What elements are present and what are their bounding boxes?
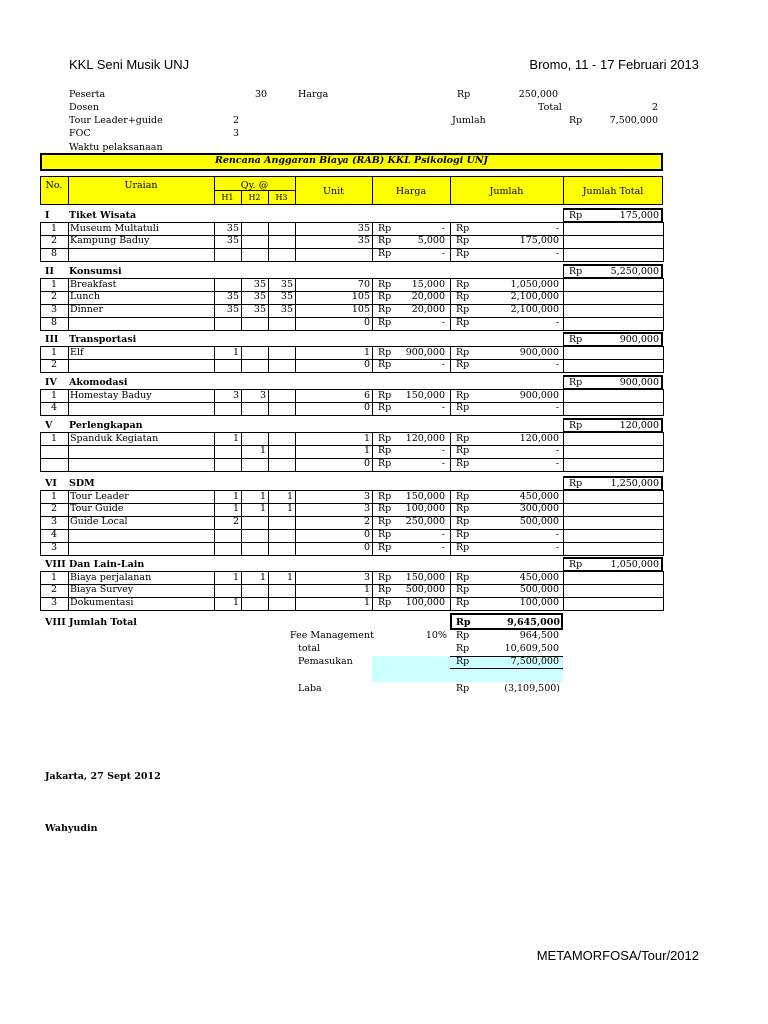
row-jumlah-currency: Rp bbox=[456, 458, 470, 470]
row-h2: 1 bbox=[259, 571, 266, 583]
col-h2: H2 bbox=[248, 193, 261, 202]
total-sum-value: 10,609,500 bbox=[504, 643, 559, 654]
row-h2: 35 bbox=[253, 291, 266, 303]
row-h1: 1 bbox=[232, 490, 239, 502]
place-date: Jakarta, 27 Sept 2012 bbox=[45, 771, 161, 782]
row-harga-currency: Rp bbox=[378, 432, 392, 444]
row-unit: 1 bbox=[363, 445, 370, 457]
row-jumlah: 500,000 bbox=[519, 516, 559, 528]
row-unit: 105 bbox=[351, 291, 370, 303]
peserta-value: 30 bbox=[255, 89, 268, 100]
row-harga: 500,000 bbox=[405, 584, 445, 596]
row-no: 1 bbox=[50, 389, 58, 401]
row-jumlah: - bbox=[555, 248, 559, 260]
row-uraian: Dinner bbox=[70, 304, 104, 316]
row-jumlah-currency: Rp bbox=[456, 597, 470, 609]
rab-banner-title: Rencana Anggaran Biaya (RAB) KKL Psikologi UNJ bbox=[214, 155, 489, 166]
row-unit: 1 bbox=[363, 346, 370, 358]
row-unit: 3 bbox=[363, 571, 370, 583]
row-harga-currency: Rp bbox=[378, 235, 392, 247]
section-total-value: 1,050,000 bbox=[610, 559, 659, 570]
row-jumlah-currency: Rp bbox=[456, 317, 470, 329]
row-uraian: Guide Local bbox=[70, 516, 128, 528]
row-jumlah: - bbox=[555, 222, 559, 234]
row-uraian: Museum Multatuli bbox=[70, 222, 159, 234]
col-divider bbox=[68, 346, 69, 372]
row-no: 4 bbox=[50, 529, 58, 541]
row-h3: 35 bbox=[280, 291, 293, 303]
col-divider bbox=[68, 389, 69, 415]
row-harga: - bbox=[441, 458, 445, 470]
row-jumlah: - bbox=[555, 542, 559, 554]
harga-label: Harga bbox=[298, 89, 329, 100]
section-title: Dan Lain-Lain bbox=[69, 559, 145, 570]
row-uraian: Elf bbox=[70, 346, 84, 358]
row-unit: 3 bbox=[363, 503, 370, 515]
row-harga: - bbox=[441, 222, 445, 234]
col-divider bbox=[563, 346, 564, 372]
row-jumlah: 1,050,000 bbox=[510, 278, 559, 290]
row-harga: 120,000 bbox=[405, 432, 445, 444]
row-no: 2 bbox=[50, 584, 58, 596]
row-jumlah: - bbox=[555, 402, 559, 414]
signer-name: Wahyudin bbox=[45, 823, 98, 834]
col-divider bbox=[563, 389, 564, 415]
row-unit: 35 bbox=[357, 222, 370, 234]
row-jumlah-currency: Rp bbox=[456, 503, 470, 515]
row-harga: 150,000 bbox=[405, 490, 445, 502]
col-divider bbox=[68, 222, 69, 261]
col-divider bbox=[268, 346, 269, 372]
total-value: 2 bbox=[651, 102, 658, 113]
row-jumlah-currency: Rp bbox=[456, 248, 470, 260]
row-h1: 1 bbox=[232, 571, 239, 583]
row-unit: 105 bbox=[351, 304, 370, 316]
fee-label: Fee Management bbox=[290, 630, 374, 641]
jumlah-value: 7,500,000 bbox=[609, 115, 658, 126]
row-unit: 0 bbox=[363, 529, 370, 541]
pemasukan-currency: Rp bbox=[456, 656, 470, 667]
col-divider bbox=[563, 222, 564, 261]
section-number: III bbox=[45, 334, 59, 345]
fee-percent: 10% bbox=[425, 630, 447, 641]
row-h2: 1 bbox=[259, 503, 266, 515]
row-harga-currency: Rp bbox=[378, 529, 392, 541]
total-sum-currency: Rp bbox=[456, 643, 470, 654]
col-divider bbox=[563, 432, 564, 471]
row-jumlah: - bbox=[555, 445, 559, 457]
row-harga-currency: Rp bbox=[378, 516, 392, 528]
section-title: Tiket Wisata bbox=[69, 210, 137, 221]
row-harga-currency: Rp bbox=[378, 458, 392, 470]
row-harga: 20,000 bbox=[411, 304, 445, 316]
row-no: 2 bbox=[50, 359, 58, 371]
row-harga-currency: Rp bbox=[378, 389, 392, 401]
row-h1: 35 bbox=[226, 304, 239, 316]
row-uraian: Breakfast bbox=[70, 278, 117, 290]
row-jumlah-currency: Rp bbox=[456, 445, 470, 457]
jumlah-total-label: Jumlah Total bbox=[69, 617, 137, 628]
row-h2: 35 bbox=[253, 278, 266, 290]
row-harga: 20,000 bbox=[411, 291, 445, 303]
pemasukan-label: Pemasukan bbox=[298, 656, 353, 667]
col-harga: Harga bbox=[395, 186, 427, 197]
row-jumlah: - bbox=[555, 458, 559, 470]
row-harga-currency: Rp bbox=[378, 222, 392, 234]
row-jumlah: 900,000 bbox=[519, 346, 559, 358]
row-harga: - bbox=[441, 359, 445, 371]
row-uraian: Kampung Baduy bbox=[70, 235, 150, 247]
location-date: Bromo, 11 - 17 Februari 2013 bbox=[529, 57, 699, 72]
row-h1: 35 bbox=[226, 291, 239, 303]
row-harga: 100,000 bbox=[405, 597, 445, 609]
row-harga-currency: Rp bbox=[378, 248, 392, 260]
row-jumlah-currency: Rp bbox=[456, 359, 470, 371]
row-unit: 0 bbox=[363, 317, 370, 329]
row-harga-currency: Rp bbox=[378, 291, 392, 303]
row-jumlah: 900,000 bbox=[519, 389, 559, 401]
row-harga-currency: Rp bbox=[378, 445, 392, 457]
row-h1: 35 bbox=[226, 222, 239, 234]
row-h3: 1 bbox=[286, 503, 293, 515]
row-no: 3 bbox=[50, 516, 58, 528]
section-total-currency: Rp bbox=[569, 559, 583, 570]
col-unit: Unit bbox=[323, 186, 344, 197]
row-jumlah: - bbox=[555, 317, 559, 329]
section-total-value: 5,250,000 bbox=[610, 266, 659, 277]
row-unit: 1 bbox=[363, 432, 370, 444]
col-divider bbox=[68, 278, 69, 330]
col-jumlah: Jumlah bbox=[489, 186, 524, 197]
col-divider bbox=[268, 432, 269, 471]
jumlah-total-num: VIII bbox=[45, 617, 66, 628]
row-unit: 0 bbox=[363, 542, 370, 554]
row-uraian: Homestay Baduy bbox=[70, 389, 152, 401]
row-jumlah-currency: Rp bbox=[456, 490, 470, 502]
row-uraian: Tour Leader bbox=[70, 490, 129, 502]
jumlah-label: Jumlah bbox=[452, 115, 486, 126]
section-title: Perlengkapan bbox=[69, 420, 143, 431]
row-jumlah-currency: Rp bbox=[456, 571, 470, 583]
row-uraian: Spanduk Kegiatan bbox=[70, 432, 159, 444]
harga-value: 250,000 bbox=[518, 89, 558, 100]
section-number: II bbox=[45, 266, 54, 277]
row-harga: 5,000 bbox=[417, 235, 445, 247]
row-no: 3 bbox=[50, 597, 58, 609]
col-divider bbox=[68, 432, 69, 471]
jumlah-currency: Rp bbox=[569, 115, 583, 126]
row-harga-currency: Rp bbox=[378, 571, 392, 583]
section-title: Akomodasi bbox=[69, 377, 128, 388]
section-total-currency: Rp bbox=[569, 377, 583, 388]
row-harga: 900,000 bbox=[405, 346, 445, 358]
section-number: IV bbox=[45, 377, 57, 388]
section-total-value: 900,000 bbox=[619, 377, 659, 388]
foc-value: 3 bbox=[233, 128, 240, 139]
row-jumlah-currency: Rp bbox=[456, 516, 470, 528]
row-no: 1 bbox=[50, 222, 58, 234]
section-number: VI bbox=[45, 478, 57, 489]
total-sum-label: total bbox=[298, 643, 321, 654]
row-unit: 0 bbox=[363, 458, 370, 470]
row-unit: 0 bbox=[363, 402, 370, 414]
pemasukan-value: 7,500,000 bbox=[510, 656, 559, 667]
row-no: 2 bbox=[50, 235, 58, 247]
row-jumlah-currency: Rp bbox=[456, 304, 470, 316]
row-jumlah: 2,100,000 bbox=[510, 304, 559, 316]
col-h3: H3 bbox=[275, 193, 288, 202]
row-jumlah: 450,000 bbox=[519, 490, 559, 502]
row-no: 8 bbox=[50, 317, 58, 329]
row-jumlah: - bbox=[555, 359, 559, 371]
row-unit: 6 bbox=[363, 389, 370, 401]
row-jumlah-currency: Rp bbox=[456, 584, 470, 596]
row-unit: 1 bbox=[363, 597, 370, 609]
harga-currency: Rp bbox=[457, 89, 471, 100]
laba-label: Laba bbox=[298, 683, 322, 694]
row-jumlah: 2,100,000 bbox=[510, 291, 559, 303]
rab-banner bbox=[40, 153, 663, 171]
section-total-value: 175,000 bbox=[619, 210, 659, 221]
row-no: 1 bbox=[50, 490, 58, 502]
col-divider bbox=[563, 490, 564, 555]
jumlah-total-value: 9,645,000 bbox=[507, 617, 560, 628]
total-label: Total bbox=[538, 102, 562, 113]
row-jumlah: 450,000 bbox=[519, 571, 559, 583]
section-total-currency: Rp bbox=[569, 334, 583, 345]
row-uraian: Lunch bbox=[70, 291, 100, 303]
row-no: 1 bbox=[50, 346, 58, 358]
row-no: 1 bbox=[50, 571, 58, 583]
row-jumlah-currency: Rp bbox=[456, 529, 470, 541]
row-harga: - bbox=[441, 445, 445, 457]
section-number: I bbox=[45, 210, 50, 221]
section-total-currency: Rp bbox=[569, 210, 583, 221]
fee-currency: Rp bbox=[456, 630, 470, 641]
row-harga: - bbox=[441, 542, 445, 554]
row-harga-currency: Rp bbox=[378, 597, 392, 609]
dosen-label: Dosen bbox=[69, 102, 99, 113]
jumlah-total-currency: Rp bbox=[456, 617, 471, 628]
row-unit: 3 bbox=[363, 490, 370, 502]
row-harga-currency: Rp bbox=[378, 304, 392, 316]
row-harga-currency: Rp bbox=[378, 359, 392, 371]
row-h1: 1 bbox=[232, 597, 239, 609]
row-no: 3 bbox=[50, 304, 58, 316]
row-jumlah-currency: Rp bbox=[456, 402, 470, 414]
row-uraian: Dokumentasi bbox=[70, 597, 134, 609]
row-uraian: Tour Guide bbox=[70, 503, 124, 515]
row-jumlah-currency: Rp bbox=[456, 235, 470, 247]
col-divider bbox=[268, 389, 269, 415]
col-divider bbox=[241, 222, 242, 261]
row-jumlah-currency: Rp bbox=[456, 389, 470, 401]
foc-label: FOC bbox=[69, 128, 91, 139]
laba-currency: Rp bbox=[456, 683, 470, 694]
row-jumlah: 175,000 bbox=[519, 235, 559, 247]
col-divider bbox=[68, 490, 69, 555]
row-jumlah-currency: Rp bbox=[456, 291, 470, 303]
row-harga-currency: Rp bbox=[378, 542, 392, 554]
section-total-currency: Rp bbox=[569, 266, 583, 277]
row-h1: 1 bbox=[232, 503, 239, 515]
row-jumlah-currency: Rp bbox=[456, 542, 470, 554]
row-h1: 1 bbox=[232, 432, 239, 444]
section-total-currency: Rp bbox=[569, 420, 583, 431]
section-total-currency: Rp bbox=[569, 478, 583, 489]
row-no: 1 bbox=[50, 278, 58, 290]
col-no: No. bbox=[45, 180, 63, 191]
section-title: SDM bbox=[69, 478, 95, 489]
row-jumlah: - bbox=[555, 529, 559, 541]
row-harga-currency: Rp bbox=[378, 503, 392, 515]
row-uraian: Biaya Survey bbox=[70, 584, 134, 596]
row-harga: 150,000 bbox=[405, 571, 445, 583]
col-uraian: Uraian bbox=[124, 180, 158, 191]
row-h3: 35 bbox=[280, 278, 293, 290]
col-divider bbox=[563, 278, 564, 330]
peserta-label: Peserta bbox=[69, 89, 106, 100]
row-harga: - bbox=[441, 317, 445, 329]
row-unit: 70 bbox=[357, 278, 370, 290]
row-unit: 0 bbox=[363, 359, 370, 371]
row-unit: 1 bbox=[363, 584, 370, 596]
row-harga: - bbox=[441, 402, 445, 414]
tour-leader-label: Tour Leader+guide bbox=[69, 115, 163, 126]
col-divider bbox=[241, 346, 242, 372]
row-h2: 3 bbox=[259, 389, 266, 401]
row-h3: 1 bbox=[286, 571, 293, 583]
col-jumlah-total: Jumlah Total bbox=[582, 186, 644, 197]
row-harga: 150,000 bbox=[405, 389, 445, 401]
row-no: 2 bbox=[50, 503, 58, 515]
row-h3: 1 bbox=[286, 490, 293, 502]
row-jumlah-currency: Rp bbox=[456, 222, 470, 234]
row-harga: - bbox=[441, 248, 445, 260]
section-title: Konsumsi bbox=[69, 266, 122, 277]
row-no: 3 bbox=[50, 542, 58, 554]
row-unit: 35 bbox=[357, 235, 370, 247]
row-harga-currency: Rp bbox=[378, 346, 392, 358]
row-h1: 35 bbox=[226, 235, 239, 247]
fee-value: 964,500 bbox=[519, 630, 559, 641]
row-harga-currency: Rp bbox=[378, 317, 392, 329]
col-divider bbox=[268, 222, 269, 261]
row-harga: 100,000 bbox=[405, 503, 445, 515]
row-jumlah: 500,000 bbox=[519, 584, 559, 596]
laba-value: (3,109,500) bbox=[504, 683, 560, 694]
row-jumlah-currency: Rp bbox=[456, 278, 470, 290]
row-jumlah: 100,000 bbox=[519, 597, 559, 609]
document-title: KKL Seni Musik UNJ bbox=[69, 57, 190, 72]
row-unit: 2 bbox=[363, 516, 370, 528]
row-harga: 15,000 bbox=[411, 278, 445, 290]
row-h2: 1 bbox=[259, 490, 266, 502]
row-harga: - bbox=[441, 529, 445, 541]
row-h2: 1 bbox=[259, 445, 266, 457]
row-harga-currency: Rp bbox=[378, 490, 392, 502]
col-divider bbox=[68, 571, 69, 610]
waktu-label: Waktu pelaksanaan bbox=[69, 142, 163, 153]
section-total-value: 1,250,000 bbox=[610, 478, 659, 489]
row-jumlah: 120,000 bbox=[519, 432, 559, 444]
row-divider bbox=[40, 248, 664, 249]
row-h1: 2 bbox=[232, 516, 239, 528]
row-h1: 3 bbox=[232, 389, 239, 401]
section-total-value: 900,000 bbox=[619, 334, 659, 345]
row-h1: 1 bbox=[232, 346, 239, 358]
section-total-value: 120,000 bbox=[619, 420, 659, 431]
row-uraian: Biaya perjalanan bbox=[70, 571, 152, 583]
row-h3: 35 bbox=[280, 304, 293, 316]
row-no: 4 bbox=[50, 402, 58, 414]
col-h1: H1 bbox=[221, 193, 234, 202]
row-jumlah-currency: Rp bbox=[456, 432, 470, 444]
document-code: METAMORFOSA/Tour/2012 bbox=[536, 948, 699, 963]
section-number: VIII bbox=[45, 559, 66, 570]
row-h2: 35 bbox=[253, 304, 266, 316]
col-qty: Qy. @ bbox=[240, 180, 269, 191]
row-harga-currency: Rp bbox=[378, 278, 392, 290]
row-jumlah-currency: Rp bbox=[456, 346, 470, 358]
section-number: V bbox=[45, 420, 53, 431]
row-jumlah: 300,000 bbox=[519, 503, 559, 515]
col-divider bbox=[563, 571, 564, 610]
row-no: 2 bbox=[50, 291, 58, 303]
row-harga: 250,000 bbox=[405, 516, 445, 528]
row-no: 8 bbox=[50, 248, 58, 260]
row-no: 1 bbox=[50, 432, 58, 444]
section-title: Transportasi bbox=[69, 334, 137, 345]
tour-leader-value: 2 bbox=[233, 115, 240, 126]
row-harga-currency: Rp bbox=[378, 584, 392, 596]
row-harga-currency: Rp bbox=[378, 402, 392, 414]
